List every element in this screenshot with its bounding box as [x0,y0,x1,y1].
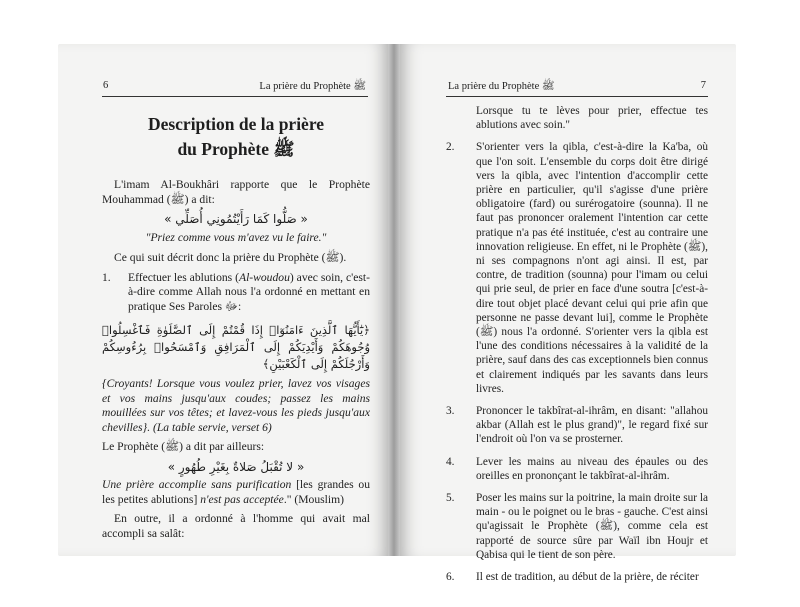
item-2-number: 2. [446,141,455,154]
hadith-translation: "Priez comme vous m'avez vu le faire." [145,230,327,244]
hadith-2-italic-a: Une prière accomplie sans purification [102,478,292,491]
left-page [58,44,388,556]
list-item-6 [446,570,708,584]
left-page-body [102,112,370,546]
item-5-text: Poser les mains sur la poitrine, la main droite sur la main - ou le poignet ou le bras - gauche. C'est ainsi qu'agissait le Prophète (ﷺ), comme cela est rapporté de source sûre par Waïl ibn Houjr et Qabisa qui le tient de son père. [476,492,708,561]
left-page-number: 6 [103,80,109,91]
prophet-said: Le Prophète (ﷺ) a dit par ailleurs: [102,440,265,453]
right-page-body [446,104,708,592]
hadith-2-source: ." (Mouslim) [283,492,344,506]
left-running-title: La prière du Prophète ﷺ [259,81,366,92]
item-3-number: 3. [446,405,455,418]
heading-line-1: Description de la prière [147,114,325,134]
hadith-2-plain: [les grandes ou les petites ablutions] [102,478,370,506]
item-6-number: 6. [446,571,455,584]
list-item-1 [102,271,370,315]
item-3-text: Prononcer le takbîrat-al-ihrâm, en disant: "allahou akbar (Allah est le plus grand)", le regard fixé sur l'endroit où l'on va se prosterner. [476,405,708,446]
item-2-text: S'orienter vers la qibla, c'est-à-dire la Ka'ba, où que l'on soit. L'ensemble du corps doit être dirigé vers la qibla, avec l'intention d'accomplir cette prière en particulier, qu'il s'agisse d'une prière obligatoire (fard) ou surérogatoire (sounna). Il ne faut pas prononcer oralement l'intention car cette pratique n'a pas été instituée, c'est au contraire une innovation religieuse. En effet, ni le Prophète (ﷺ), ni ses compagnons n'ont agi ainsi. Il est, par contre, de tradition (sounna) pour l'imam ou celui qui prie seul, de prier en face d'une soutra [c'est-à-dire tout objet placé devant celui qui prie afin que personne ne passe devant lui], comme le Prophète (ﷺ) nous l'a ordonné. S'orienter vers la qibla est l'une des conditions nécessaires à la validité de la prière, sauf dans des cas exceptionnels bien connus et clairement indiqués par les savants dans leurs livres. [476,141,708,395]
lead-paragraph: Ce qui suit décrit donc la prière du Prophète (ﷺ). [114,251,347,264]
right-header-rule [446,96,708,97]
left-header-rule [102,96,368,97]
arabic-hadith-2: « لا تُقْبَلُ صَلاةٌ بِغَيْرِ طُهُورٍ » [167,459,305,474]
hadith-2-italic-b: n'est pas acceptée [200,492,284,506]
right-page-number: 7 [700,80,706,91]
list-item-2 [446,140,708,396]
item-1-italic: Al-woudou [238,270,290,284]
item-5-number: 5. [446,492,455,505]
item-1-text-a: Effectuer les ablutions ( [128,270,239,284]
verse-translation: {Croyants! Lorsque vous voulez prier, lavez vos visages et vos mains jusqu'aux coudes; passez les mains mouillées sur vos têtes; et lavez-vous les pieds jusqu'aux chevilles}. (La table servie, verset 6) [102,377,370,434]
hadith-2-translation [102,478,370,507]
arabic-hadith: « صَلُّوا كَمَا رَأَيْتُمُونِي أُصَلِّي » [164,212,308,226]
item-4-text: Lever les mains au niveau des épaules ou des oreilles en prononçant le takbîrat-al-ihrâm. [476,455,708,482]
continuation-text: Lorsque tu te lèves pour prier, effectue tes ablutions avec soin." [476,105,708,132]
item-6-text: Il est de tradition, au début de la prière, de réciter [476,571,699,584]
intro-paragraph: L'imam Al-Boukhâri rapporte que le Prophète Mouhammad (ﷺ) a dit: [102,178,370,206]
closing-paragraph: En outre, il a ordonné à l'homme qui avait mal accompli sa salât: [102,512,370,540]
item-1-number: 1. [102,270,111,284]
list-item-5 [446,491,708,562]
arabic-verse: ﴿يَٰٓأَيُّهَا ٱلَّذِينَ ءَامَنُوٓا۟ إِذَا قُمْتُمْ إِلَى ٱلصَّلَوٰةِ فَٱغْسِلُوا۟ وُجُوهَكُمْ وَأَيْدِيَكُمْ إِلَى ٱلْمَرَافِقِ وَٱمْسَحُوا۟ بِرُءُوسِكُمْ وَأَرْجُلَكُمْ إِلَى ٱلْكَعْبَيْنِ﴾ [102,323,370,371]
right-running-title: La prière du Prophète ﷺ [448,81,555,92]
list-item-4 [446,455,708,483]
right-page [400,44,736,584]
item-1-text-b: ) avec soin, c'est-à-dire comme Allah nous l'a ordonné en mettant en pratique Ses Paroles ﷻ: [128,270,370,313]
heading-line-2: du Prophète ﷺ [177,139,295,159]
book-gutter [388,44,400,556]
list-item-3 [446,404,708,447]
section-heading [102,112,370,162]
item-4-number: 4. [446,455,455,468]
